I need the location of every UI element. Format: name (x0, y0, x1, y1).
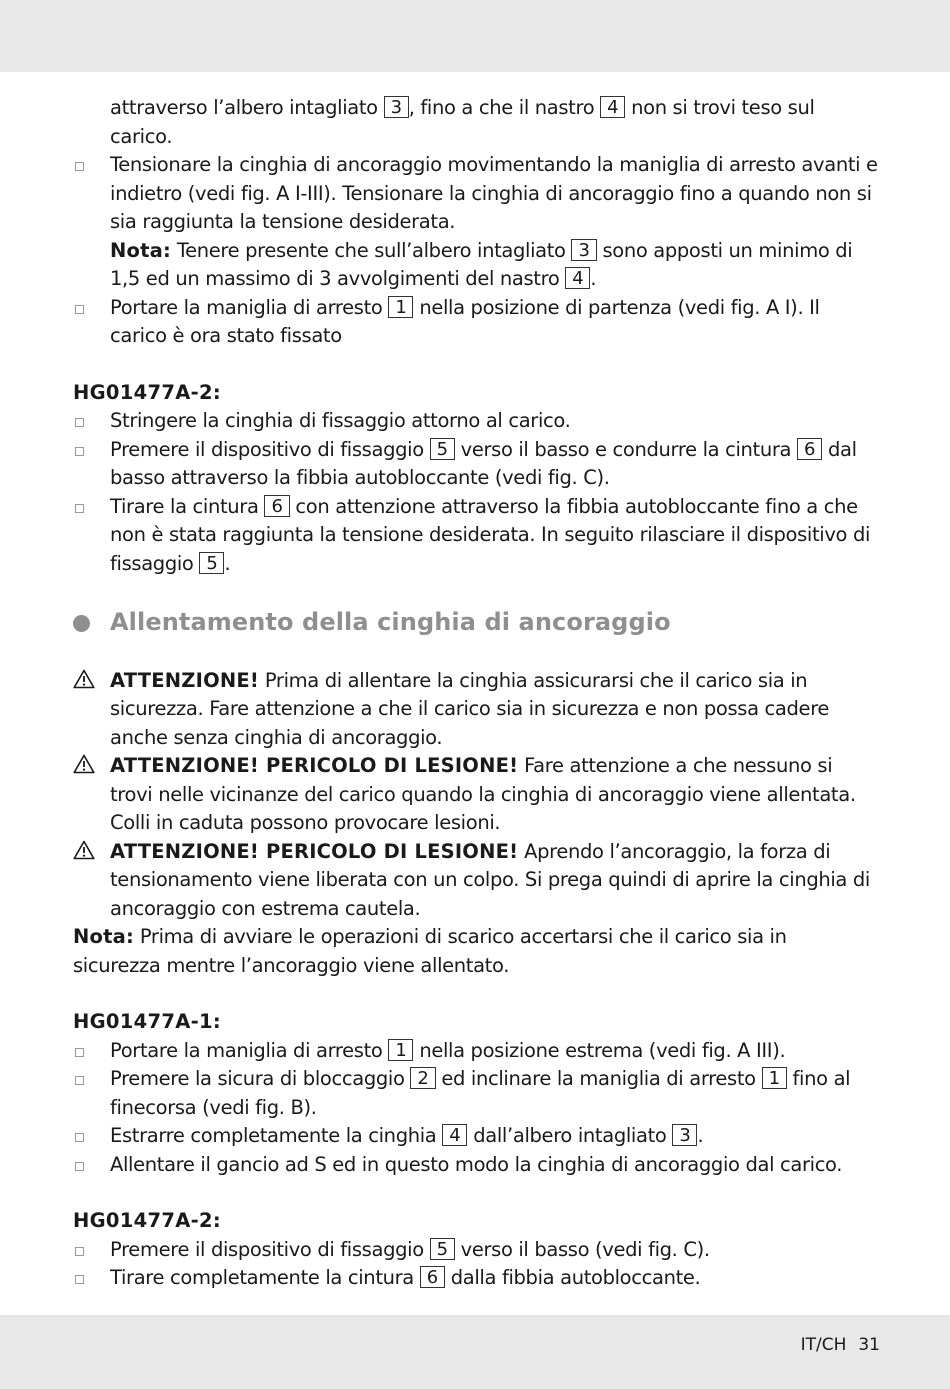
ref-number: 3 (384, 96, 409, 118)
note-label: Nota: (110, 238, 171, 262)
text: Portare la maniglia di arresto (110, 1038, 383, 1062)
text: dall’albero intagliato (473, 1124, 667, 1147)
text: . (590, 267, 597, 290)
header-band (0, 0, 950, 72)
ref-number: 1 (388, 296, 413, 318)
text: ed inclinare la maniglia di arresto (441, 1067, 756, 1090)
ref-number: 1 (388, 1039, 413, 1061)
ref-number: 5 (430, 1238, 455, 1260)
ref-number: 3 (672, 1124, 697, 1146)
text: , fino a che il nastro (408, 96, 595, 119)
text: Tirare completamente la cintura (110, 1266, 414, 1289)
section-title (73, 608, 879, 637)
text: Premere la sicura di bloccaggio (110, 1067, 405, 1090)
list-item (73, 1122, 879, 1151)
warning-item (73, 667, 879, 753)
subheading: HG01477A-2: (73, 380, 222, 404)
warning-label: ATTENZIONE! PERICOLO DI LESIONE! (110, 754, 519, 777)
list-item (73, 1065, 879, 1122)
list-item (73, 1264, 879, 1293)
ref-number: 5 (430, 438, 455, 460)
text: . (697, 1124, 704, 1147)
note-paragraph (73, 923, 879, 980)
text: dalla fibbia autobloccante. (450, 1266, 701, 1289)
text: Prima di avviare le operazioni di scarico accertarsi che il carico sia in sicurezza mentre l’ancoraggio viene allentato. (73, 925, 787, 977)
text: verso il basso e condurre la cintura (460, 437, 792, 461)
language-code: IT/CH (800, 1335, 847, 1355)
text: attraverso l’albero intagliato (110, 96, 378, 119)
warning-label: ATTENZIONE! (110, 668, 259, 692)
ref-number: 2 (410, 1067, 435, 1089)
ref-number: 4 (565, 267, 590, 289)
list-item (73, 294, 879, 351)
text: non si trovi teso sul carico. (110, 96, 815, 148)
text: Fare attenzione a che nessuno si trovi nelle vicinanze del carico quando la cinghia di ancoraggio viene allentata. Colli in caduta possono provocare lesioni. (110, 754, 856, 834)
text: dal basso attraverso la fibbia autobloccante (vedi fig. C). (110, 437, 857, 489)
list-item (73, 1151, 879, 1180)
warning-label: ATTENZIONE! PERICOLO DI LESIONE! (110, 839, 519, 863)
ref-number: 4 (442, 1124, 467, 1146)
ref-number: 6 (420, 1266, 445, 1288)
subheading: HG01477A-2: (73, 1209, 222, 1232)
text: nella posizione di partenza (vedi fig. A I). Il carico è ora stato fissato (110, 295, 820, 347)
text: nella posizione estrema (vedi fig. A III). (419, 1038, 786, 1062)
text: fino al finecorsa (vedi fig. B). (110, 1067, 851, 1119)
page-number: 31 (858, 1335, 880, 1355)
page-content (73, 94, 879, 1293)
text: Tirare la cintura (110, 494, 259, 518)
text: verso il basso (vedi fig. C). (460, 1237, 710, 1261)
warning-triangle-icon (73, 754, 95, 774)
list-item (73, 493, 879, 579)
section-title-text: Allentamento della cinghia di ancoraggio (110, 608, 671, 636)
text: Tensionare la cinghia di ancoraggio movimentando la maniglia di arresto avanti e indietro (vedi fig. A I-III). Tensionare la cinghia di ancoraggio fino a quando non si sia raggiunta la tensione desiderata. (110, 153, 878, 233)
text: Estrarre completamente la cinghia (110, 1124, 437, 1147)
warning-item (73, 838, 879, 924)
text: Premere il dispositivo di fissaggio (110, 437, 424, 461)
section-bullet-icon (73, 615, 90, 632)
ref-number: 6 (264, 495, 289, 517)
warning-item (73, 752, 879, 838)
page-footer (789, 1335, 880, 1355)
list-item (73, 407, 879, 436)
note-label: Nota: (73, 925, 134, 948)
list-item (73, 436, 879, 493)
ref-number: 6 (797, 438, 822, 460)
text: Premere il dispositivo di fissaggio (110, 1237, 424, 1261)
ref-number: 5 (199, 552, 224, 574)
ref-number: 3 (571, 239, 596, 261)
warning-triangle-icon (73, 840, 95, 860)
text: Tenere presente che sull’albero intagliato (176, 238, 566, 262)
list-item (73, 1037, 879, 1066)
text: sono apposti un minimo di 1,5 ed un massimo di 3 avvolgimenti del nastro (110, 238, 853, 290)
warning-triangle-icon (73, 669, 95, 689)
text: . (224, 551, 231, 575)
ref-number: 4 (600, 96, 625, 118)
text: Portare la maniglia di arresto (110, 295, 383, 319)
list-item (73, 151, 879, 294)
subheading: HG01477A-1: (73, 1010, 222, 1033)
text: Prima di allentare la cinghia assicurarsi che il carico sia in sicurezza. Fare attenzione a che il carico sia in sicurezza e non possa cadere anche senza cinghia di ancoraggio. (110, 668, 830, 749)
text: Allentare il gancio ad S ed in questo modo la cinghia di ancoraggio dal carico. (110, 1152, 843, 1176)
text: Stringere la cinghia di fissaggio attorno al carico. (110, 409, 571, 432)
ref-number: 1 (762, 1067, 787, 1089)
text: Aprendo l’ancoraggio, la forza di tensionamento viene liberata con un colpo. Si prega quindi di aprire la cinghia di ancoraggio con estrema cautela. (110, 839, 870, 920)
paragraph-continuation (73, 94, 879, 151)
text: con attenzione attraverso la fibbia autobloccante fino a che non è stata raggiunta la tensione desiderata. In seguito rilasciare il dispositivo di fissaggio (110, 494, 871, 575)
list-item (73, 1236, 879, 1265)
